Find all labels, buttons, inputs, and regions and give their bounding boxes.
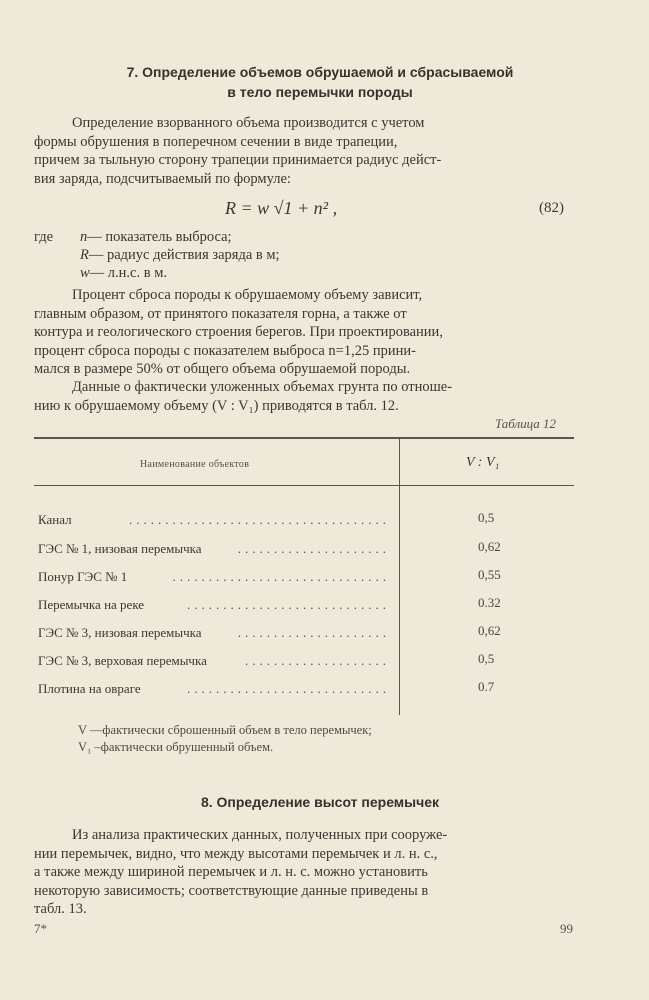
where-item-text: — л.н.с. в м. [89,265,168,281]
formula-82: R = w √1 + n² , [225,198,338,218]
table-row [38,625,396,643]
table-caption: Таблица 12 [495,416,557,431]
row-name: Канал [38,512,72,527]
page-number: 99 [560,921,573,936]
paragraph-line: формы обрушения в поперечном сечении в виде трапеции, [34,133,398,150]
row-name: Плотина на овраге [38,681,141,696]
paragraph-line: нии перемычек, видно, что между высотами перемычек и л. н. с., [34,845,438,862]
row-value: 0,62 [478,539,501,554]
section-7-heading [40,62,600,102]
section-7-heading-line-2: в тело перемычки породы [227,84,413,100]
equation-number: (82) [539,200,564,216]
paragraph-line: Из анализа практических данных, полученных при сооруже- [72,827,448,843]
table-top-rule [34,437,574,439]
paragraph-line: табл. 13. [34,901,87,917]
row-value: 0,5 [478,651,495,666]
table-row [38,541,396,559]
leader-dots: ..................... [237,625,390,640]
where-item-text: — показатель выброса; [87,229,232,245]
where-item-n [80,228,232,246]
table-row [38,512,396,530]
paragraph-line: главным образом, от принятого показателя горна, а также от [34,305,407,322]
row-value: 0,55 [478,567,501,582]
section-8-heading: 8. Определение высот перемычек [200,794,440,810]
where-item-r [80,246,280,264]
leader-dots: .................... [245,653,390,668]
row-name: ГЭС № 1, низовая перемычка [38,541,202,556]
paragraph-line: Процент сброса породы к обрушаемому объему зависит, [72,287,423,303]
paragraph-line: Определение взорванного объема производится с учетом [72,115,425,131]
where-label: где [34,229,54,245]
symbol-n: n [80,229,88,245]
paragraph-line: вия заряда, подсчитываемый по формуле: [34,170,291,187]
where-item-w [80,264,167,282]
leader-dots: ..................... [237,541,390,556]
paragraph-2 [34,286,570,379]
column-header-value: V : V₁ [466,455,500,470]
symbol-r: R [80,247,89,263]
row-value: 0,5 [478,510,495,525]
where-item-text: — радиус действия заряда в м; [88,247,280,263]
symbol-w: w [80,265,90,281]
paragraph-line: а также между шириной перемычек и л. н. с. можно установить [34,864,428,880]
paragraph-line: контура и геологического строения берегов. При проектировании, [34,324,443,340]
paragraph-3 [34,378,570,415]
row-value: 0,62 [478,623,501,638]
paragraph-1 [34,114,570,188]
table-row [38,653,396,671]
table-note: V —фактически сброшенный объем в тело перемычек; [78,723,372,737]
paragraph-line: процент сброса породы с показателем выброса n=1,25 прини- [34,342,416,359]
table-note: V₁ –фактически обрушенный объем. [78,740,274,754]
table-row [38,569,396,587]
paragraph-line: причем за тыльную сторону трапеции принимается радиус дейст- [34,152,442,168]
paragraph-4 [34,826,570,919]
row-name: ГЭС № 3, низовая перемычка [38,625,202,640]
table-notes [78,722,372,756]
section-7-heading-line-1: 7. Определение объемов обрушаемой и сбрасываемой [126,64,514,80]
paragraph-line: Данные о фактически уложенных объемах грунта по отноше- [72,379,453,395]
leader-dots: .................................... [129,512,390,527]
row-name: Перемычка на реке [38,597,145,612]
table-column-divider [399,437,400,715]
table-row [38,597,396,615]
paragraph-line: мался в размере 50% от общего объема обрушаемой породы. [34,361,411,377]
row-name: ГЭС № 3, верховая перемычка [38,653,207,668]
row-name: Понур ГЭС № 1 [38,569,128,584]
leader-dots: ............................ [187,597,390,612]
row-value: 0.7 [478,679,495,694]
column-header-name: Наименование объектов [140,459,250,470]
table-row [38,681,396,699]
row-value: 0.32 [478,595,501,610]
signature-mark: 7* [34,921,47,936]
table-header-rule [34,485,574,486]
leader-dots: ............................ [187,681,390,696]
paragraph-line: некоторую зависимость; соответствующие данные приведены в [34,882,429,899]
leader-dots: .............................. [172,569,390,584]
paragraph-line: нию к обрушаемому объему (V : V₁) приводятся в табл. 12. [34,397,399,414]
